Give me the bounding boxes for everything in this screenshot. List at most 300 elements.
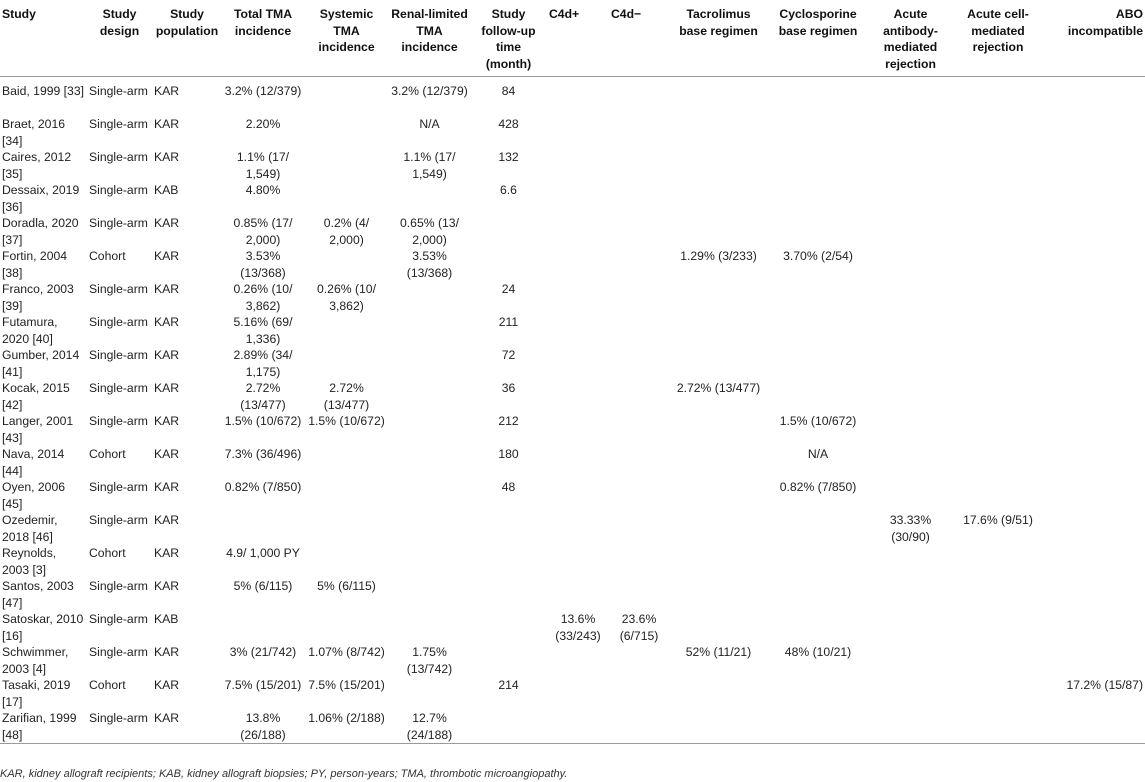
cell-abo: [1043, 710, 1145, 743]
cell-renal-tma: [389, 380, 470, 413]
cell-systemic-tma: [304, 77, 389, 117]
cell-c4d-pos: [547, 149, 609, 182]
cell-tacrolimus: [669, 413, 768, 446]
cell-design: Single-arm: [89, 84, 148, 98]
cell-tacrolimus: [669, 149, 768, 182]
cell-amr: [868, 644, 953, 677]
cell-follow-up: 24: [501, 282, 516, 296]
cell-systemic-tma: [304, 116, 389, 149]
cell-abo: [1043, 380, 1145, 413]
cell-amr: [868, 446, 953, 479]
cell-c4d-neg: [609, 281, 669, 314]
cell-population: KAR: [154, 381, 180, 395]
header-total-tma: Total TMA incidence: [222, 0, 304, 77]
cell-cyclosporine: [768, 149, 868, 182]
cell-cyclosporine: 3.70% (2/54): [783, 249, 853, 263]
table-row: [0, 512, 1145, 545]
cell-cyclosporine: 48% (10/21): [784, 645, 852, 659]
cell-renal-tma: 3.53% (13/368): [406, 249, 453, 280]
cell-follow-up: [470, 611, 547, 644]
cell-c4d-pos: [547, 248, 609, 281]
cell-follow-up: [470, 710, 547, 743]
cell-c4d-pos: [547, 446, 609, 479]
cell-renal-tma: [389, 413, 470, 446]
cell-cmr: [953, 215, 1043, 248]
cell-cyclosporine: 0.82% (7/850): [779, 480, 857, 494]
cell-cmr: [953, 413, 1043, 446]
cell-design: Cohort: [89, 447, 126, 461]
cell-amr: [868, 545, 953, 578]
cell-population: KAR: [154, 150, 180, 164]
cell-abo: [1043, 77, 1145, 117]
cell-follow-up: [470, 545, 547, 578]
cell-cyclosporine: [768, 347, 868, 380]
cell-c4d-pos: [547, 545, 609, 578]
cell-amr: [868, 611, 953, 644]
cell-population: KAR: [154, 678, 180, 692]
cell-c4d-neg: [609, 248, 669, 281]
cell-design: Single-arm: [89, 216, 148, 230]
cell-follow-up: [470, 644, 547, 677]
cell-renal-tma: [389, 545, 470, 578]
cell-total-tma: 13.8% (26/188): [240, 711, 286, 742]
header-study: Study: [0, 0, 87, 77]
cell-study: Langer, 2001 [43]: [2, 414, 74, 445]
header-abo: ABO incompatible: [1043, 0, 1145, 77]
cell-design: Cohort: [89, 249, 126, 263]
cell-c4d-neg: [609, 413, 669, 446]
cell-cmr: [953, 545, 1043, 578]
cell-amr: [868, 710, 953, 743]
table-bottom-rule: [0, 743, 1145, 744]
cell-tacrolimus: [669, 611, 768, 644]
cell-c4d-pos: [547, 281, 609, 314]
cell-tacrolimus: [669, 314, 768, 347]
cell-cyclosporine: [768, 182, 868, 215]
cell-amr: 33.33% (30/90): [889, 513, 932, 544]
cell-tacrolimus: 1.29% (3/233): [680, 249, 757, 263]
cell-c4d-neg: [609, 116, 669, 149]
table-row: [0, 446, 1145, 479]
cell-total-tma: 0.26% (10/ 3,862): [233, 282, 293, 313]
cell-abo: [1043, 314, 1145, 347]
cell-tacrolimus: [669, 677, 768, 710]
table-row: [0, 611, 1145, 644]
cell-cyclosporine: [768, 578, 868, 611]
cell-study: Dessaix, 2019 [36]: [2, 183, 80, 214]
cell-renal-tma: 1.75% (13/742): [406, 645, 453, 676]
cell-renal-tma: [389, 314, 470, 347]
cell-c4d-pos: [547, 116, 609, 149]
cell-study: Zarifian, 1999 [48]: [2, 711, 77, 742]
cell-study: Schwimmer, 2003 [4]: [2, 645, 69, 676]
cell-population: KAR: [154, 282, 180, 296]
cell-amr: [868, 281, 953, 314]
cell-amr: [868, 413, 953, 446]
table-body: [0, 77, 1145, 744]
cell-cyclosporine: [768, 611, 868, 644]
cell-population: KAR: [154, 117, 180, 131]
cell-population: KAR: [154, 249, 180, 263]
cell-cmr: [953, 248, 1043, 281]
cell-systemic-tma: [304, 347, 389, 380]
cell-design: Single-arm: [89, 117, 148, 131]
cell-abo: [1043, 446, 1145, 479]
cell-population: KAB: [154, 612, 179, 626]
cell-cyclosporine: [768, 314, 868, 347]
cell-c4d-pos: 13.6% (33/243): [555, 612, 601, 643]
cell-study: Reynolds, 2003 [3]: [2, 546, 57, 577]
cell-follow-up: 48: [501, 480, 516, 494]
cell-cmr: 17.6% (9/51): [963, 513, 1033, 527]
cell-c4d-pos: [547, 710, 609, 743]
table-row: [0, 545, 1145, 578]
cell-systemic-tma: 7.5% (15/201): [308, 678, 385, 692]
cell-study: Doradla, 2020 [37]: [2, 216, 79, 247]
cell-follow-up: 72: [501, 348, 516, 362]
cell-total-tma: 4.80%: [245, 183, 281, 197]
cell-c4d-pos: [547, 215, 609, 248]
cell-design: Single-arm: [89, 348, 148, 362]
cell-population: KAR: [154, 348, 180, 362]
cell-cyclosporine: [768, 77, 868, 117]
cell-c4d-neg: [609, 710, 669, 743]
cell-cmr: [953, 710, 1043, 743]
table-row: [0, 77, 1145, 117]
cell-tacrolimus: [669, 578, 768, 611]
cell-amr: [868, 314, 953, 347]
cell-c4d-pos: [547, 677, 609, 710]
cell-total-tma: 5.16% (69/ 1,336): [233, 315, 293, 346]
cell-study: Santos, 2003 [47]: [2, 579, 74, 610]
cell-study: Franco, 2003 [39]: [2, 282, 74, 313]
cell-c4d-neg: [609, 578, 669, 611]
cell-abo: [1043, 611, 1145, 644]
cell-tacrolimus: 2.72% (13/477): [676, 381, 761, 395]
cell-c4d-pos: [547, 479, 609, 512]
cell-tacrolimus: [669, 710, 768, 743]
cell-systemic-tma: [304, 446, 389, 479]
cell-follow-up: 214: [498, 678, 519, 692]
table-row: [0, 578, 1145, 611]
cell-abo: [1043, 182, 1145, 215]
cell-total-tma: 3.2% (12/379): [224, 84, 302, 98]
cell-renal-tma: [389, 446, 470, 479]
cell-amr: [868, 215, 953, 248]
cell-study: Braet, 2016 [34]: [2, 117, 66, 148]
cell-population: KAR: [154, 645, 180, 659]
cell-systemic-tma: [304, 182, 389, 215]
cell-study: Futamura, 2020 [40]: [2, 315, 58, 346]
cell-renal-tma: [389, 512, 470, 545]
table-row: [0, 644, 1145, 677]
cell-amr: [868, 116, 953, 149]
cell-abo: [1043, 512, 1145, 545]
header-renal-limited-tma: Renal-limited TMA incidence: [389, 0, 470, 77]
cell-cmr: [953, 77, 1043, 117]
cell-total-tma: 2.72% (13/477): [240, 381, 286, 412]
header-cyclosporine: Cyclosporine base regimen: [768, 0, 868, 77]
table-header-row: [0, 0, 1145, 77]
cell-population: KAR: [154, 513, 180, 527]
cell-cmr: [953, 677, 1043, 710]
cell-tacrolimus: [669, 479, 768, 512]
cell-c4d-pos: [547, 77, 609, 117]
cell-population: KAR: [154, 711, 180, 725]
cell-total-tma: [222, 611, 304, 644]
cell-cmr: [953, 149, 1043, 182]
table-row: [0, 710, 1145, 743]
cell-cyclosporine: [768, 545, 868, 578]
table-row: [0, 380, 1145, 413]
cell-cmr: [953, 281, 1043, 314]
cell-cmr: [953, 479, 1043, 512]
header-follow-up: Study follow-up time (month): [470, 0, 547, 77]
cell-renal-tma: [389, 281, 470, 314]
table-footnote: KAR, kidney allograft recipients; KAB, kidney allograft biopsies; PY, person-years; TMA, thrombotic microangiopathy.: [0, 768, 568, 780]
cell-systemic-tma: [304, 611, 389, 644]
table-row: [0, 413, 1145, 446]
cell-cyclosporine: [768, 677, 868, 710]
table-row: [0, 215, 1145, 248]
cell-study: Tasaki, 2019 [17]: [2, 678, 71, 709]
cell-systemic-tma: 1.5% (10/672): [308, 414, 385, 428]
cell-follow-up: 180: [498, 447, 519, 461]
cell-cyclosporine: [768, 380, 868, 413]
cell-amr: [868, 77, 953, 117]
cell-cmr: [953, 380, 1043, 413]
header-cmr: Acute cell-mediated rejection: [953, 0, 1043, 77]
cell-total-tma: 7.5% (15/201): [224, 678, 302, 692]
cell-systemic-tma: [304, 149, 389, 182]
cell-c4d-neg: [609, 644, 669, 677]
cell-cyclosporine: [768, 281, 868, 314]
cell-follow-up: 6.6: [500, 183, 517, 197]
cell-design: Single-arm: [89, 414, 148, 428]
cell-abo: [1043, 347, 1145, 380]
cell-cmr: [953, 446, 1043, 479]
cell-study: Kocak, 2015 [42]: [2, 381, 70, 412]
cell-abo: [1043, 281, 1145, 314]
cell-total-tma: 1.1% (17/ 1,549): [236, 150, 290, 181]
cell-design: Single-arm: [89, 480, 148, 494]
header-tacrolimus: Tacrolimus base regimen: [669, 0, 768, 77]
cell-tacrolimus: [669, 215, 768, 248]
cell-renal-tma: 0.65% (13/ 2,000): [400, 216, 459, 247]
cell-study: Fortin, 2004 [38]: [2, 249, 68, 280]
cell-study: Nava, 2014 [44]: [2, 447, 65, 478]
cell-amr: [868, 347, 953, 380]
cell-tacrolimus: [669, 347, 768, 380]
cell-cyclosporine: N/A: [807, 447, 829, 461]
cell-total-tma: 3.53% (13/368): [240, 249, 286, 280]
cell-systemic-tma: 2.72% (13/477): [323, 381, 370, 412]
cell-c4d-neg: 23.6% (6/715): [619, 612, 659, 643]
header-study-population: Study population: [152, 0, 222, 77]
cell-c4d-neg: [609, 380, 669, 413]
cell-c4d-pos: [547, 380, 609, 413]
cell-follow-up: 212: [498, 414, 519, 428]
cell-c4d-pos: [547, 512, 609, 545]
cell-cyclosporine: 1.5% (10/672): [779, 414, 857, 428]
cell-cmr: [953, 578, 1043, 611]
cell-renal-tma: [389, 479, 470, 512]
cell-c4d-neg: [609, 314, 669, 347]
cell-cyclosporine: [768, 116, 868, 149]
cell-study: Satoskar, 2010 [16]: [2, 612, 84, 643]
cell-renal-tma: 3.2% (12/379): [391, 84, 468, 98]
cell-population: KAR: [154, 315, 180, 329]
cell-systemic-tma: [304, 512, 389, 545]
cell-systemic-tma: 1.07% (8/742): [308, 645, 385, 659]
cell-abo: [1043, 248, 1145, 281]
cell-c4d-neg: [609, 446, 669, 479]
cell-total-tma: 2.89% (34/ 1,175): [233, 348, 293, 379]
cell-systemic-tma: [304, 248, 389, 281]
cell-abo: [1043, 644, 1145, 677]
cell-systemic-tma: 5% (6/115): [317, 579, 376, 593]
header-c4d-positive: C4d+: [547, 0, 609, 77]
cell-tacrolimus: 52% (11/21): [685, 645, 752, 659]
cell-design: Single-arm: [89, 381, 148, 395]
cell-follow-up: 36: [501, 381, 516, 395]
table-row: [0, 149, 1145, 182]
cell-design: Single-arm: [89, 513, 148, 527]
cell-abo: [1043, 149, 1145, 182]
table-row: [0, 182, 1145, 215]
cell-cmr: [953, 314, 1043, 347]
cell-renal-tma: 1.1% (17/ 1,549): [403, 150, 456, 181]
table-row: [0, 116, 1145, 149]
cell-abo: [1043, 545, 1145, 578]
cell-total-tma: 0.85% (17/ 2,000): [233, 216, 293, 247]
table-row: [0, 347, 1145, 380]
cell-total-tma: 3% (21/742): [229, 645, 297, 659]
table-row: [0, 677, 1145, 710]
cell-tacrolimus: [669, 545, 768, 578]
cell-systemic-tma: [304, 479, 389, 512]
cell-follow-up: 428: [498, 117, 519, 131]
cell-study: Oyen, 2006 [45]: [2, 480, 66, 511]
cell-study: Caires, 2012 [35]: [2, 150, 72, 181]
cell-renal-tma: [389, 611, 470, 644]
table-row: [0, 314, 1145, 347]
header-study-design: Study design: [87, 0, 152, 77]
header-systemic-tma: Systemic TMA incidence: [304, 0, 389, 77]
table-row: [0, 479, 1145, 512]
cell-population: KAR: [154, 216, 180, 230]
cell-c4d-pos: [547, 182, 609, 215]
cell-abo: 17.2% (15/87): [1066, 678, 1143, 692]
cell-abo: [1043, 413, 1145, 446]
cell-design: Cohort: [89, 678, 126, 692]
cell-abo: [1043, 215, 1145, 248]
cell-systemic-tma: [304, 314, 389, 347]
cell-renal-tma: [389, 347, 470, 380]
cell-c4d-pos: [547, 347, 609, 380]
cell-population: KAR: [154, 447, 180, 461]
cell-systemic-tma: 0.26% (10/ 3,862): [317, 282, 376, 313]
cell-study: Ozedemir, 2018 [46]: [2, 513, 58, 544]
cell-follow-up: [470, 578, 547, 611]
cell-c4d-neg: [609, 677, 669, 710]
header-c4d-negative: C4d−: [609, 0, 669, 77]
cell-c4d-pos: [547, 578, 609, 611]
cell-cyclosporine: [768, 215, 868, 248]
cell-design: Single-arm: [89, 645, 148, 659]
cell-follow-up: 211: [498, 315, 519, 329]
cell-renal-tma: [389, 182, 470, 215]
cell-population: KAR: [154, 414, 180, 428]
cell-c4d-neg: [609, 149, 669, 182]
cell-c4d-neg: [609, 479, 669, 512]
cell-tacrolimus: [669, 281, 768, 314]
cell-renal-tma: [389, 578, 470, 611]
cell-tacrolimus: [669, 512, 768, 545]
cell-c4d-neg: [609, 215, 669, 248]
cell-amr: [868, 578, 953, 611]
cell-tacrolimus: [669, 182, 768, 215]
cell-cmr: [953, 347, 1043, 380]
cell-cmr: [953, 611, 1043, 644]
cell-renal-tma: N/A: [419, 117, 440, 131]
cell-cyclosporine: [768, 512, 868, 545]
cell-amr: [868, 479, 953, 512]
cell-population: KAB: [154, 183, 179, 197]
cell-total-tma: 5% (6/115): [233, 579, 293, 593]
cell-tacrolimus: [669, 446, 768, 479]
cell-follow-up: [470, 248, 547, 281]
cell-total-tma: 4.9/ 1,000 PY: [226, 546, 300, 560]
cell-amr: [868, 677, 953, 710]
cell-total-tma: 1.5% (10/672): [224, 414, 302, 428]
cell-total-tma: 2.20%: [245, 117, 281, 131]
cell-c4d-neg: [609, 347, 669, 380]
cell-design: Single-arm: [89, 282, 148, 296]
cell-renal-tma: 12.7% (24/188): [406, 711, 453, 742]
cell-c4d-neg: [609, 182, 669, 215]
cell-systemic-tma: [304, 545, 389, 578]
cell-design: Single-arm: [89, 183, 148, 197]
cell-population: KAR: [154, 546, 180, 560]
cell-tacrolimus: [669, 77, 768, 117]
cell-c4d-pos: [547, 314, 609, 347]
cell-abo: [1043, 116, 1145, 149]
cell-design: Single-arm: [89, 150, 148, 164]
cell-tacrolimus: [669, 116, 768, 149]
cell-c4d-pos: [547, 644, 609, 677]
table-row: [0, 281, 1145, 314]
cell-follow-up: [470, 512, 547, 545]
cell-total-tma: 0.82% (7/850): [224, 480, 302, 494]
cell-design: Single-arm: [89, 711, 148, 725]
cell-design: Cohort: [89, 546, 126, 560]
cell-systemic-tma: 1.06% (2/188): [308, 711, 385, 725]
cell-design: Single-arm: [89, 315, 148, 329]
cell-study: Baid, 1999 [33]: [2, 84, 84, 98]
cell-study: Gumber, 2014 [41]: [2, 348, 80, 379]
cell-cmr: [953, 644, 1043, 677]
cell-follow-up: 84: [501, 84, 516, 98]
cell-cmr: [953, 182, 1043, 215]
cell-c4d-neg: [609, 512, 669, 545]
cell-amr: [868, 182, 953, 215]
cell-c4d-pos: [547, 413, 609, 446]
cell-cmr: [953, 116, 1043, 149]
cell-c4d-neg: [609, 545, 669, 578]
cell-design: Single-arm: [89, 579, 148, 593]
cell-population: KAR: [154, 84, 180, 98]
